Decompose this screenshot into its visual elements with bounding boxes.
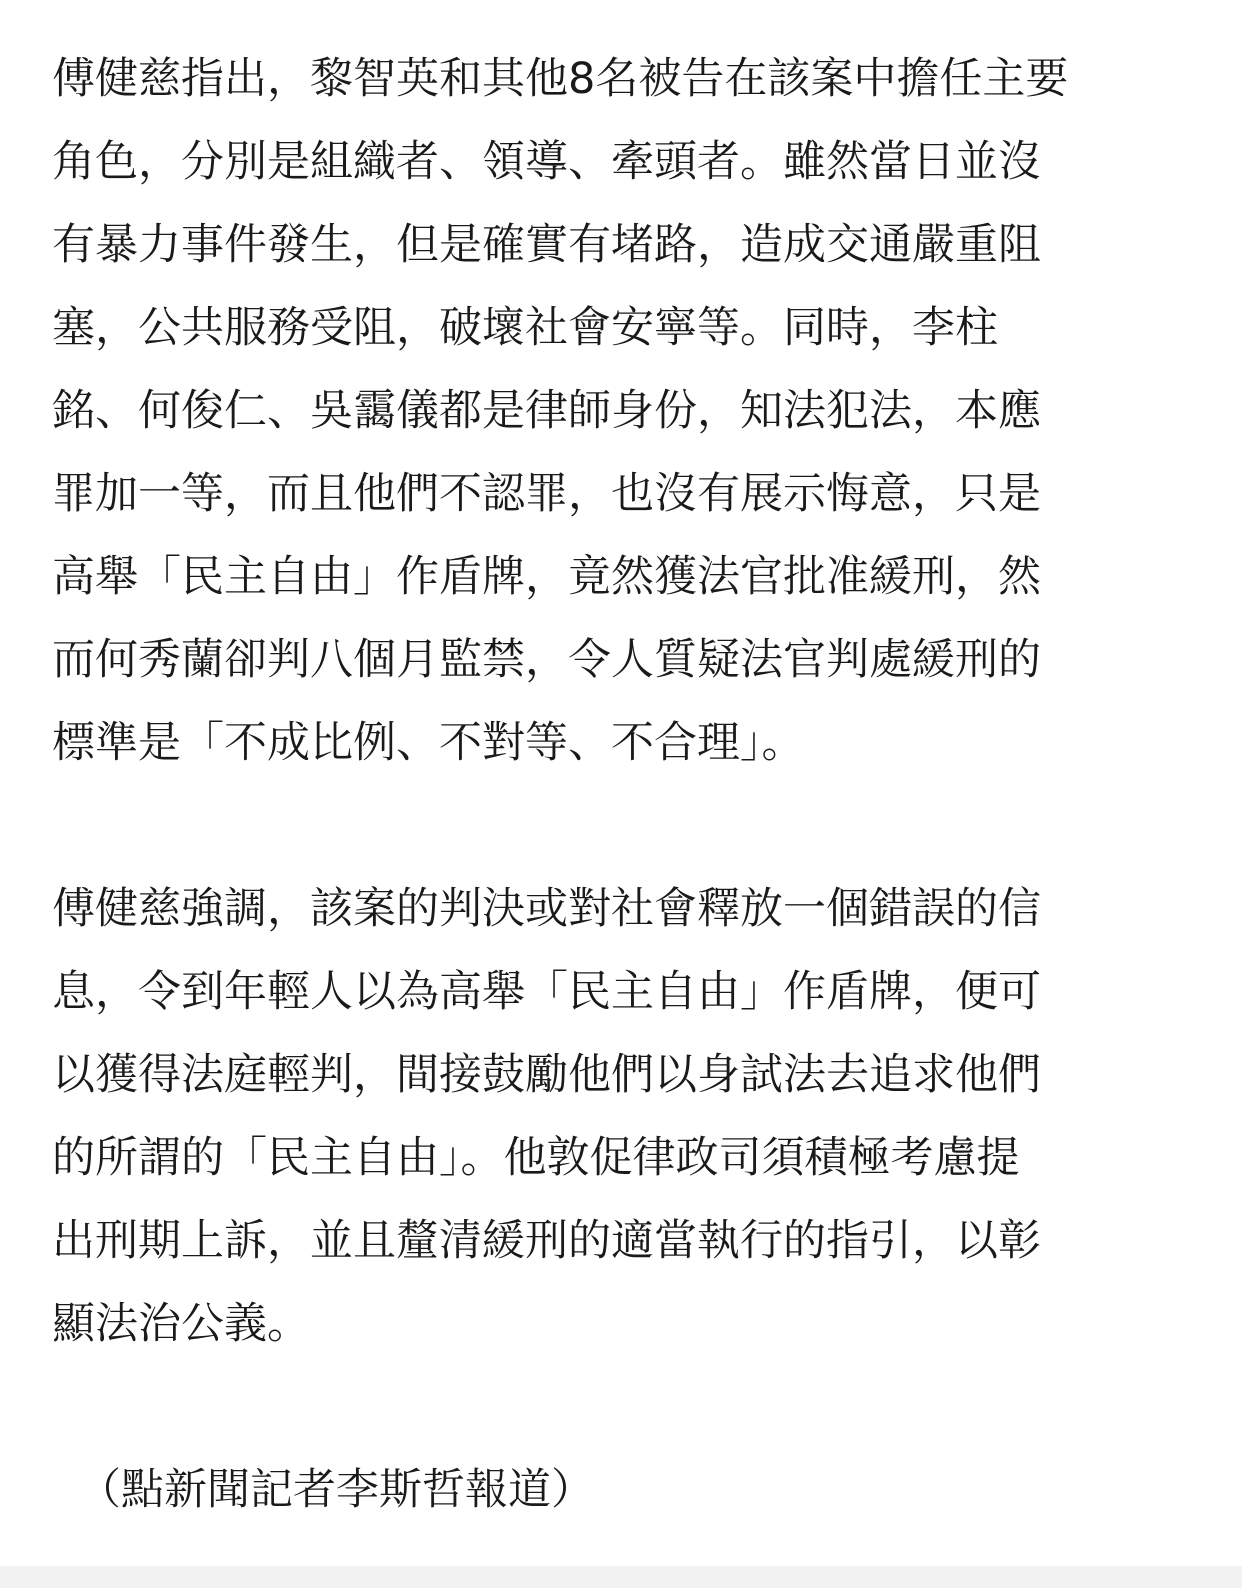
article-body bbox=[52, 38, 1172, 1532]
paragraph-line: 罪加一等，而且他們不認罪，也沒有展示悔意，只是 bbox=[52, 469, 1041, 519]
paragraph-line: 塞，公共服務受阻，破壞社會安寧等。同時，李柱 bbox=[52, 303, 998, 353]
paragraph-line: 顯法治公義。 bbox=[52, 1299, 310, 1349]
paragraph-line: 而何秀蘭卻判八個月監禁，令人質疑法官判處緩刑的 bbox=[52, 635, 1041, 685]
paragraph-line: 傅健慈指出，黎智英和其他8名被告在該案中擔任主要 bbox=[52, 54, 1069, 104]
paragraph-line: 以獲得法庭輕判，間接鼓勵他們以身試法去追求他們 bbox=[52, 1050, 1041, 1100]
paragraph-line: 傅健慈強調，該案的判決或對社會釋放一個錯誤的信 bbox=[52, 884, 1041, 934]
paragraph-line: 高舉「民主自由」作盾牌，竟然獲法官批准緩刑，然 bbox=[52, 552, 1041, 602]
paragraph-line: 銘、何俊仁、吳靄儀都是律師身份，知法犯法，本應 bbox=[52, 386, 1041, 436]
footer-divider bbox=[0, 1566, 1242, 1588]
paragraph-line: 有暴力事件發生，但是確實有堵路，造成交通嚴重阻 bbox=[52, 220, 1041, 270]
paragraph-line: 標準是「不成比例、不對等、不合理」。 bbox=[52, 718, 805, 768]
paragraph-line: 角色，分別是組織者、領導、牽頭者。雖然當日並沒 bbox=[52, 137, 1041, 187]
article-paragraph-1 bbox=[52, 38, 1172, 785]
paragraph-line: 的所謂的「民主自由」。他敦促律政司須積極考慮提 bbox=[52, 1133, 1020, 1183]
article-paragraph-2 bbox=[52, 868, 1172, 1366]
paragraph-spacer bbox=[52, 1366, 1172, 1449]
paragraph-line: 息，令到年輕人以為高舉「民主自由」作盾牌，便可 bbox=[52, 967, 1041, 1017]
paragraph-spacer bbox=[52, 785, 1172, 868]
reporter-credit: （點新聞記者李斯哲報道） bbox=[78, 1465, 594, 1515]
paragraph-line: 出刑期上訴，並且釐清緩刑的適當執行的指引，以彰 bbox=[52, 1216, 1041, 1266]
